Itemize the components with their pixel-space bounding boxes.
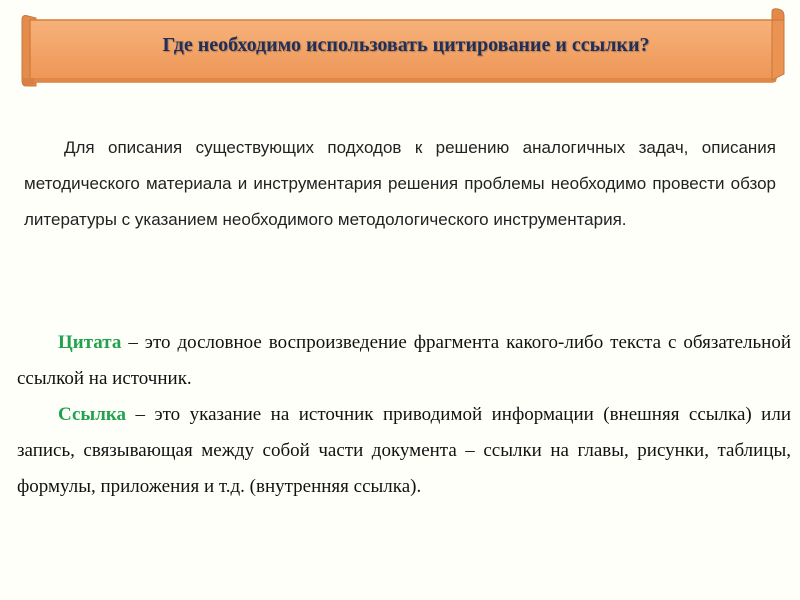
term-link: Ссылка [58, 404, 127, 425]
definitions-block [17, 325, 791, 505]
definition-quote-text: – это дословное воспроизведение фрагмента какого-либо текста с обязательной ссылкой на источник. [17, 332, 791, 389]
definition-link [17, 397, 791, 505]
intro-paragraph: Для описания существующих подходов к решению аналогичных задач, описания методического материала и инструментария решения проблемы необходимо провести обзор литературы с указанием необходимого методологического инструментария. [24, 138, 776, 229]
title-banner [0, 0, 800, 100]
definition-link-text: – это указание на источник приводимой информации (внешняя ссылка) или запись, связывающая между собой части документа – ссылки на главы, рисунки, таблицы, формулы, приложения и т.д. (внутренняя ссылка). [17, 404, 791, 497]
page-title: Где необходимо использовать цитирование и ссылки? [162, 34, 650, 56]
definition-quote [17, 325, 791, 397]
term-quote: Цитата [58, 332, 122, 353]
